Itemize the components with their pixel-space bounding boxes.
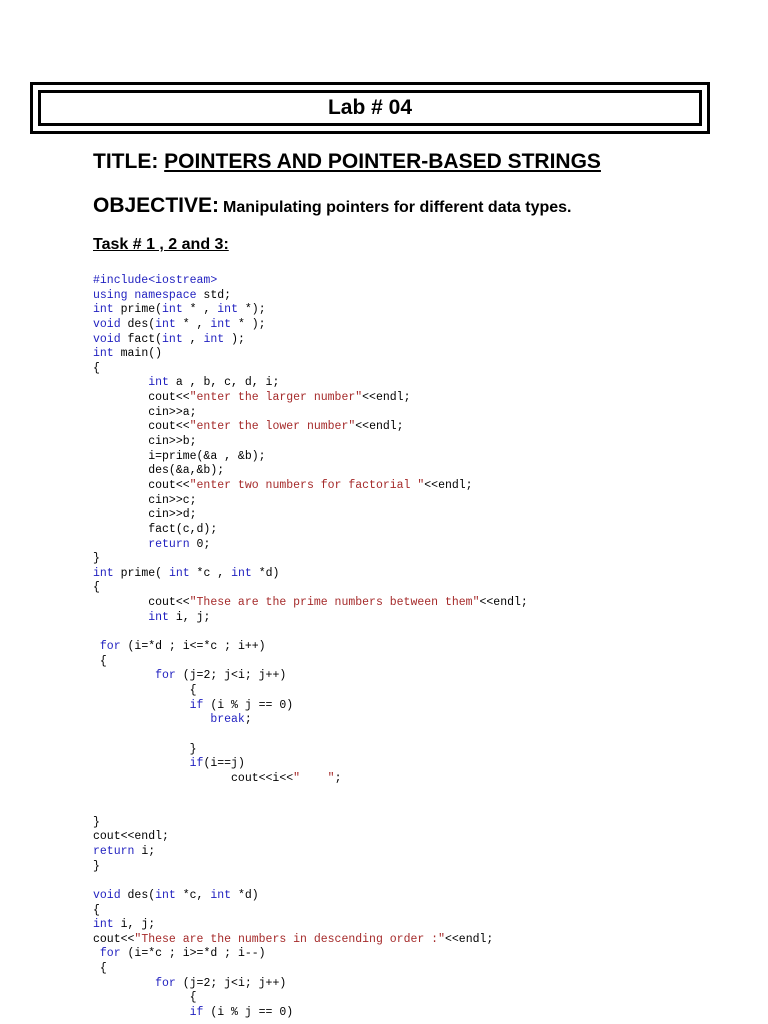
code-line	[93, 596, 528, 611]
code-keyword: int	[210, 888, 232, 902]
code-text: prime(	[113, 566, 169, 580]
code-keyword: int	[203, 332, 225, 346]
code-keyword: for	[99, 640, 121, 654]
code-text: ;	[334, 771, 342, 785]
code-keyword: int	[162, 303, 183, 317]
code-text: cout<<	[93, 478, 190, 492]
code-text: i=prime(&a , &b);	[93, 449, 266, 463]
code-line	[93, 274, 528, 289]
code-text: {	[93, 962, 107, 976]
code-keyword: for	[155, 976, 176, 990]
code-text	[93, 977, 155, 990]
code-text: cout<<	[93, 420, 190, 434]
code-keyword: void	[93, 888, 121, 902]
code-text: *);	[237, 303, 266, 317]
code-text: (j=2; j<i; j++)	[175, 669, 287, 683]
code-text: *d)	[251, 566, 280, 580]
code-line	[93, 538, 528, 553]
code-line	[93, 757, 528, 772]
code-text: * ,	[175, 317, 211, 331]
code-keyword: int	[148, 610, 169, 624]
code-text: }	[93, 552, 100, 566]
code-line	[93, 640, 528, 655]
code-text	[93, 713, 210, 726]
code-string: "These are the prime numbers between them"	[189, 596, 480, 610]
code-text: }	[93, 859, 100, 873]
code-text: *c,	[175, 888, 211, 902]
code-text: {	[93, 654, 107, 668]
code-text	[93, 757, 190, 770]
code-keyword: int	[231, 566, 252, 580]
lab-heading-box	[30, 82, 710, 134]
code-text: cout<<	[93, 596, 190, 610]
code-line	[93, 376, 528, 391]
code-text: cin>>c;	[93, 493, 197, 507]
code-keyword: break	[210, 713, 245, 727]
code-line	[93, 318, 528, 333]
objective-text: Manipulating pointers for different data types.	[223, 199, 572, 216]
code-line	[93, 830, 528, 845]
code-line	[93, 581, 528, 596]
code-text: fact(	[120, 332, 163, 346]
code-line	[93, 450, 528, 465]
code-line	[93, 464, 528, 479]
code-line	[93, 918, 528, 933]
code-text: (i % j == 0)	[203, 1006, 294, 1020]
code-line	[93, 479, 528, 494]
code-line	[93, 625, 528, 640]
code-string: " "	[293, 771, 335, 785]
lab-heading-inner-border	[38, 90, 702, 126]
code-text: prime(	[113, 303, 163, 317]
code-text	[93, 947, 100, 960]
code-text: a , b, c, d, i;	[168, 376, 280, 390]
code-text: cout<<	[93, 932, 135, 946]
code-text: main()	[113, 347, 163, 361]
code-text: ,	[182, 332, 204, 346]
code-text: (i=*c ; i>=*d ; i--)	[120, 947, 266, 961]
code-line	[93, 567, 528, 582]
objective-label: OBJECTIVE:	[93, 194, 220, 217]
code-keyword: if	[189, 757, 204, 771]
code-line	[93, 655, 528, 670]
code-line	[93, 786, 528, 801]
code-keyword: int	[148, 376, 169, 390]
code-line	[93, 494, 528, 509]
code-text: {	[93, 581, 100, 595]
code-listing	[93, 274, 528, 1021]
code-text: cin>>b;	[93, 435, 197, 449]
code-text: des(	[120, 317, 156, 331]
code-line	[93, 977, 528, 992]
code-text: *c ,	[189, 566, 232, 580]
task-heading: Task # 1 , 2 and 3:	[93, 236, 229, 253]
code-line	[93, 713, 528, 728]
code-text: );	[224, 332, 245, 346]
code-line	[93, 743, 528, 758]
code-line	[93, 508, 528, 523]
objective-line	[93, 194, 572, 218]
code-text: cout<<	[93, 391, 190, 405]
code-line	[93, 333, 528, 348]
code-keyword: int	[93, 918, 114, 932]
lab-heading: Lab # 04	[327, 96, 413, 119]
code-keyword: int	[93, 566, 114, 580]
code-text	[93, 699, 190, 712]
code-string: "enter the lower number"	[189, 420, 356, 434]
code-text	[93, 669, 155, 682]
code-line	[93, 406, 528, 421]
code-text: std;	[196, 288, 232, 302]
code-line	[93, 552, 528, 567]
title-text: POINTERS AND POINTER-BASED STRINGS	[164, 150, 601, 173]
code-keyword: return	[148, 537, 190, 551]
code-keyword: if	[189, 698, 204, 712]
code-text: {	[93, 903, 100, 917]
code-text: i;	[134, 844, 156, 858]
code-line	[93, 699, 528, 714]
code-text: des(	[120, 888, 156, 902]
code-string: "enter two numbers for factorial "	[189, 478, 425, 492]
code-keyword: int	[217, 303, 238, 317]
code-text	[93, 1006, 190, 1019]
code-line	[93, 391, 528, 406]
code-text: }	[93, 815, 100, 829]
code-line	[93, 669, 528, 684]
code-keyword: int	[93, 303, 114, 317]
code-line	[93, 860, 528, 875]
code-keyword: int	[155, 888, 176, 902]
code-text: * ,	[182, 303, 218, 317]
code-text: fact(c,d);	[93, 522, 218, 536]
code-keyword: void	[93, 317, 121, 331]
code-text: <<endl;	[479, 596, 528, 610]
code-keyword: int	[210, 317, 232, 331]
code-text: ;	[244, 713, 252, 727]
code-line	[93, 303, 528, 318]
code-keyword: if	[189, 1006, 204, 1020]
code-line	[93, 933, 528, 948]
code-line	[93, 845, 528, 860]
code-line	[93, 289, 528, 304]
code-line	[93, 420, 528, 435]
code-text: cout<<endl;	[93, 830, 169, 844]
code-text: (i==j)	[203, 757, 245, 771]
code-line	[93, 816, 528, 831]
code-text	[93, 376, 148, 389]
code-keyword: void	[93, 332, 121, 346]
code-text: <<endl;	[424, 478, 473, 492]
code-line	[93, 728, 528, 743]
code-line	[93, 611, 528, 626]
code-text: *d)	[231, 888, 259, 902]
code-text	[93, 611, 148, 624]
code-text: (j=2; j<i; j++)	[175, 976, 287, 990]
code-text: i, j;	[113, 918, 156, 932]
code-string: "enter the larger number"	[189, 391, 363, 405]
code-line	[93, 772, 528, 787]
code-line	[93, 889, 528, 904]
code-keyword: int	[162, 332, 183, 346]
code-text: * );	[231, 317, 266, 331]
code-line	[93, 962, 528, 977]
code-text: cin>>d;	[93, 508, 197, 522]
code-line	[93, 435, 528, 450]
code-line	[93, 904, 528, 919]
code-text: cout<<i<<	[93, 771, 294, 785]
code-text: {	[93, 991, 197, 1005]
code-text: <<endl;	[444, 932, 494, 946]
code-string: "These are the numbers in descending order :"	[134, 932, 445, 946]
code-line	[93, 801, 528, 816]
code-text: (i=*d ; i<=*c ; i++)	[120, 640, 266, 654]
code-keyword: int	[168, 566, 190, 580]
code-keyword: #include<iostream>	[93, 274, 218, 287]
code-text: (i % j == 0)	[203, 698, 294, 712]
code-text: <<endl;	[362, 391, 411, 405]
title-label: TITLE:	[93, 150, 159, 173]
code-keyword: using namespace	[93, 288, 197, 302]
code-keyword: int	[93, 347, 114, 361]
code-text: des(&a,&b);	[93, 464, 225, 478]
code-keyword: for	[155, 669, 176, 683]
title-line	[93, 150, 601, 174]
code-text: {	[93, 683, 197, 697]
code-line	[93, 991, 528, 1006]
code-line	[93, 1006, 528, 1021]
code-line	[93, 947, 528, 962]
code-keyword: int	[155, 317, 176, 331]
code-text: {	[93, 361, 100, 375]
code-line	[93, 362, 528, 377]
code-text: }	[93, 742, 197, 756]
code-text: i, j;	[168, 610, 211, 624]
code-line	[93, 874, 528, 889]
code-text	[93, 538, 148, 551]
code-text: 0;	[189, 537, 211, 551]
code-text: <<endl;	[355, 420, 404, 434]
code-line	[93, 523, 528, 538]
code-text	[93, 640, 100, 653]
code-keyword: return	[93, 844, 135, 858]
code-line	[93, 684, 528, 699]
code-text: cin>>a;	[93, 405, 197, 419]
code-line	[93, 347, 528, 362]
code-keyword: for	[99, 947, 121, 961]
